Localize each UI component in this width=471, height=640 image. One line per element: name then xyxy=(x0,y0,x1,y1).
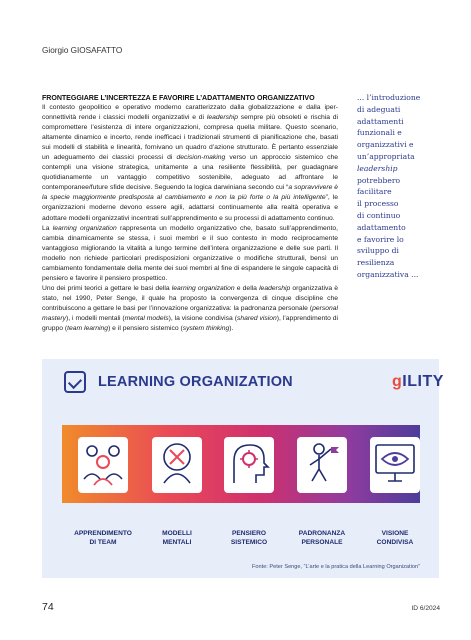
pull-quote-line: organizzativi e xyxy=(357,140,414,150)
paragraph-1: Il contesto geopolitico e operativo moderno caratterizzato dalla globalizzazione e dalla iper-connettività rende i classici modelli organizzativi e di leadership sempre più obsoleti e rischia di compromettere l’esistenza di intere organizzazioni, compresa quella militare. Questo scenario, altamente dinamico e incerto, rende inefficaci i tradizionali strumenti di pianificazione che, basati sui modelli di stabilità e linearità, fornivano un quadro d’azione strutturato. È pertanto essenziale un adeguamento dei classici processi di decision-making verso un approccio sistemico che contempli una visione strategica, unitamente a una resiliente flessibilità, per guadagnare quotidianamente un vantaggio competitivo sostenibile, adeguato ad affrontare le contemporanee/future sfide decisive. Seguendo la logica darwiniana secondo cui “a sopravvivere è la specie maggiormente predisposta al cambiamento e non la più forte o la più intelligente”, le organizzazioni moderne devono essere agili, adattarsi continuamente alla realtà operativa e adottare modelli organizzativi incentrati sull’apprendimento e su processi di adattamento continuo. xyxy=(42,104,339,222)
pull-quote-line: facilitare xyxy=(357,187,392,197)
pull-quote-line: funzionali e xyxy=(357,128,402,138)
pull-quote-line: e favorire lo xyxy=(357,234,404,244)
author-header: Giorgio GIOSAFATTO xyxy=(42,46,123,55)
brand-logo: gILITY xyxy=(392,373,444,390)
mental-models-icon xyxy=(150,435,204,535)
systems-thinking-icon xyxy=(222,435,276,535)
pull-quote-line: di continuo xyxy=(357,210,401,220)
pull-quote-line: il processo xyxy=(357,199,399,209)
paragraph-2: La learning organization rappresenta un modello organizzativo che, basato sull’apprendimento, cambia dinamicamente se stessa, i suoi membri e il suo contesto in modo reciprocamente vantaggioso migliorando la vitalità a lungo termine dell’intera organizzazione e delle sue parti. Il modello non richiede particolari predisposizioni organizzative o modifiche strutturali, bensì un cambiamento fondamentale della mente dei suoi membri al fine di espandere le singole capacità di pensiero e favorire il pensiero prospettico. xyxy=(42,224,338,282)
label-team-learning: APPRENDIMENTO DI TEAM xyxy=(74,530,132,546)
pull-quote-line: potrebbero xyxy=(357,175,401,185)
issue-label: ID 6/2024 xyxy=(411,605,440,612)
checkbox-logo-icon xyxy=(64,371,86,393)
pull-quote xyxy=(357,92,453,281)
personal-mastery-icon xyxy=(295,435,349,535)
pull-quote-line: un’appropriata xyxy=(357,151,415,161)
pull-quote-line: adattamenti xyxy=(357,116,404,126)
label-shared-vision: VISIONE CONDIVISA xyxy=(376,530,414,546)
pull-quote-line: sviluppo di xyxy=(357,246,399,256)
article-body xyxy=(42,94,338,334)
pull-quote-line: adattamento xyxy=(357,222,406,232)
paragraph-3: Uno dei primi teorici a gettare le basi della learning organization e della leadership organizzativa è stato, nel 1990, Peter Senge, il quale ha proposto la convergenza di cinque discipline che contribuiscono a gettare le basi per l’innovazione organizzativa: la padronanza personale (personal mastery), i modelli mentali (mental models), la visione condivisa (shared vision), l’apprendimento di gruppo (team learning) e il pensiero sistemico (system thinking). xyxy=(42,284,338,333)
label-personal-mastery: PADRONANZA PERSONALE xyxy=(298,530,346,546)
pull-quote-line: ... l’introduzione xyxy=(357,93,421,102)
page-number: 74 xyxy=(42,601,54,613)
pull-quote-line: organizzativa ... xyxy=(357,269,419,279)
figure-caption: Fonte: Peter Senge, “L’arte e la pratica della Learning Organization” xyxy=(252,564,420,570)
team-learning-icon xyxy=(76,435,130,535)
pull-quote-line: di adeguati xyxy=(357,104,401,114)
label-systems-thinking: PENSIERO SISTEMICO xyxy=(230,530,268,546)
learning-organization-figure xyxy=(42,359,444,578)
section-heading: FRONTEGGIARE L’INCERTEZZA E FAVORIRE L’ADATTAMENTO ORGANIZZATIVO xyxy=(42,94,315,102)
shared-vision-icon xyxy=(368,435,422,535)
pull-quote-line: leadership xyxy=(357,163,398,173)
pull-quote-line: resilienza xyxy=(357,258,395,268)
figure-title: LEARNING ORGANIZATION xyxy=(98,374,293,390)
label-mental-models: MODELLI MENTALI xyxy=(162,530,192,546)
